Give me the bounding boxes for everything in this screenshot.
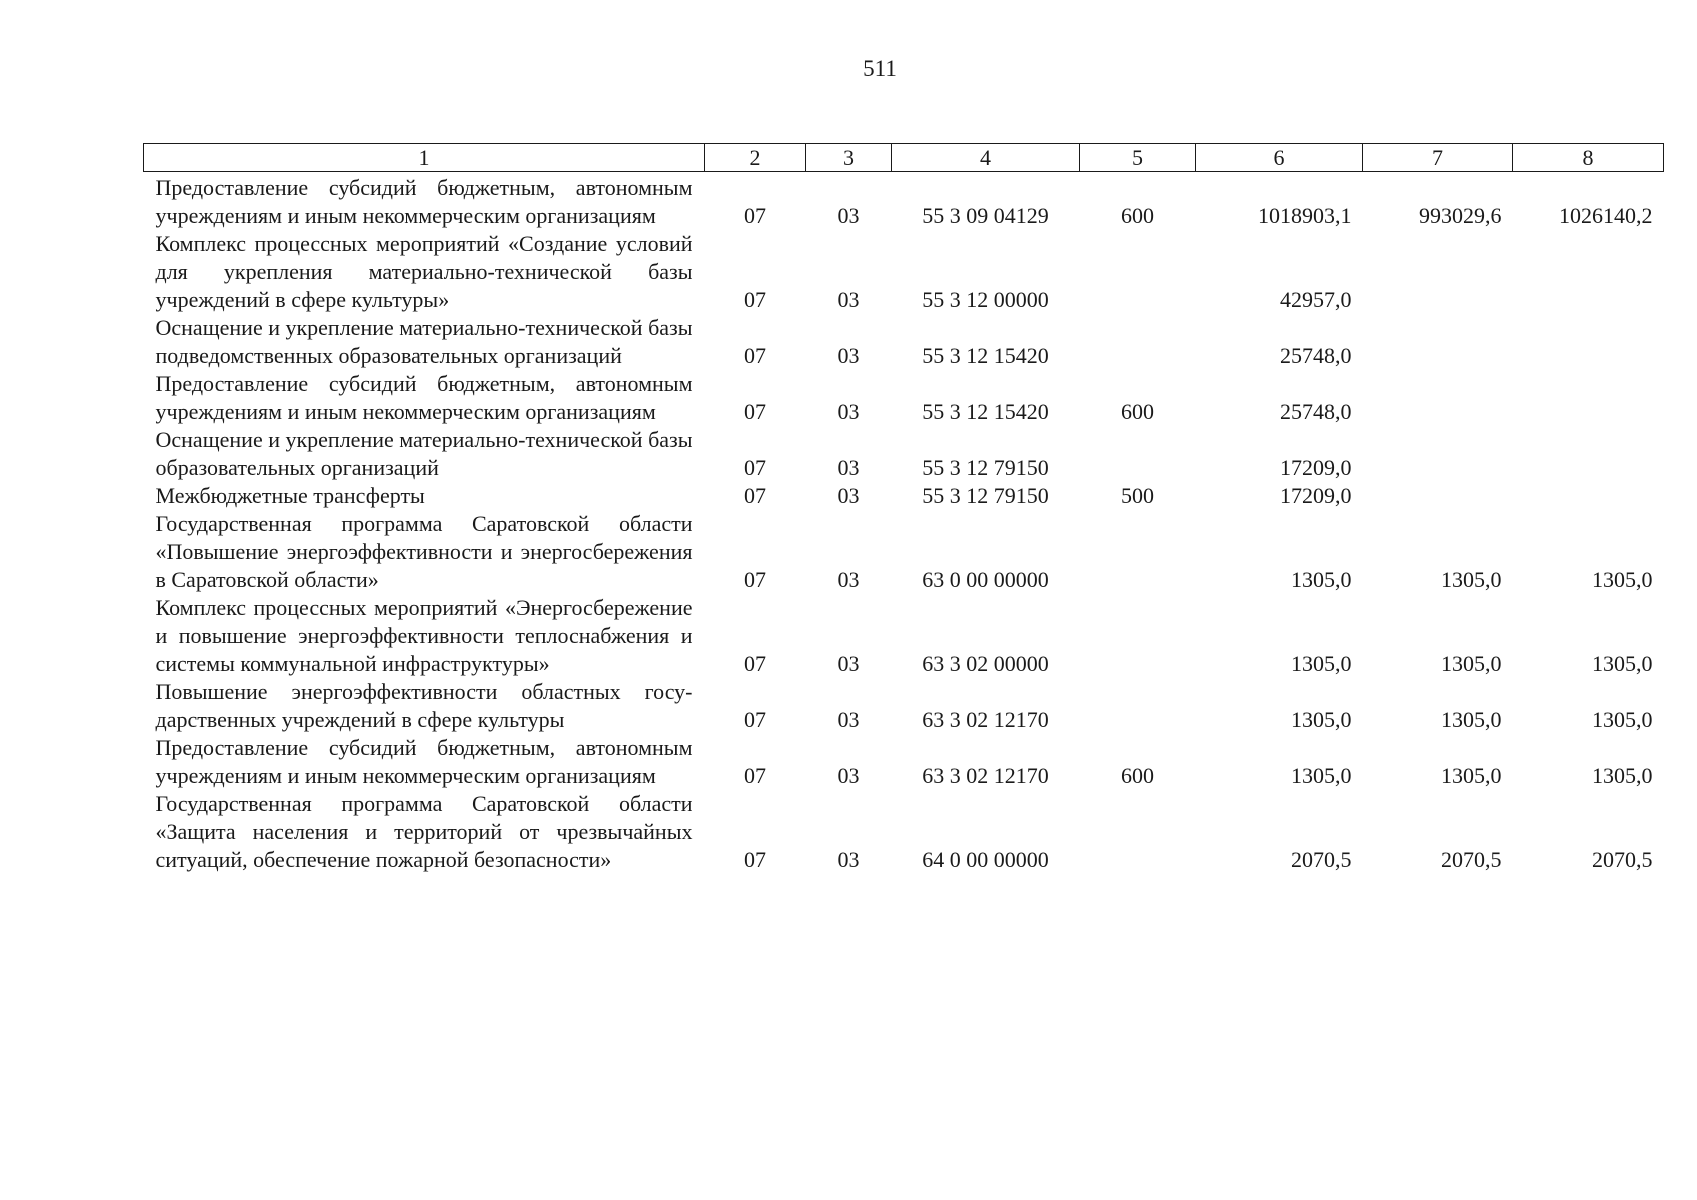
row-amount-8: 1305,0 bbox=[1592, 651, 1653, 676]
table-row bbox=[144, 790, 1664, 874]
row-target-article: 64 0 00 00000 bbox=[922, 847, 1049, 872]
row-section: 07 bbox=[744, 847, 766, 872]
row-amount-6: 2070,5 bbox=[1291, 847, 1352, 872]
column-header-5: 5 bbox=[1080, 144, 1196, 172]
row-amount-6: 1305,0 bbox=[1291, 763, 1352, 788]
row-name: Государственная программа Саратовской области «Повышение энергоэффективности и энергосбережения в Саратовской области» bbox=[155, 511, 693, 592]
row-section: 07 bbox=[744, 763, 766, 788]
row-subsection: 03 bbox=[837, 483, 860, 508]
row-expense-type: 600 bbox=[1121, 763, 1154, 788]
row-amount-6: 17209,0 bbox=[1280, 483, 1352, 508]
row-target-article: 63 3 02 00000 bbox=[922, 651, 1049, 676]
row-expense-type bbox=[1080, 510, 1196, 594]
row-subsection: 03 bbox=[837, 651, 860, 676]
row-amount-8 bbox=[1513, 482, 1664, 510]
table-row bbox=[144, 594, 1664, 678]
row-expense-type: 600 bbox=[1121, 203, 1154, 228]
table-row bbox=[144, 314, 1664, 370]
row-amount-7: 1305,0 bbox=[1441, 763, 1502, 788]
row-section: 07 bbox=[744, 343, 766, 368]
row-amount-7: 1305,0 bbox=[1441, 651, 1502, 676]
row-amount-6: 17209,0 bbox=[1280, 455, 1352, 480]
row-name: Предоставление субсидий бюджетным, автономным учреждениям и иным некоммерческим организациям bbox=[155, 371, 693, 424]
row-amount-7: 993029,6 bbox=[1419, 203, 1502, 228]
row-name: Комплекс процессных мероприятий «Энергосбережение и повышение энергоэффективности теплоснабжения и системы коммунальной инфраструктуры» bbox=[155, 595, 693, 676]
table-row bbox=[144, 482, 1664, 510]
row-amount-6: 1305,0 bbox=[1291, 707, 1352, 732]
row-section: 07 bbox=[744, 567, 766, 592]
table-row bbox=[144, 426, 1664, 482]
row-subsection: 03 bbox=[837, 399, 860, 424]
table-row bbox=[144, 370, 1664, 426]
row-section: 07 bbox=[744, 399, 766, 424]
row-expense-type: 500 bbox=[1121, 483, 1154, 508]
row-target-article: 63 3 02 12170 bbox=[922, 707, 1049, 732]
row-amount-7: 1305,0 bbox=[1441, 567, 1502, 592]
row-amount-6: 25748,0 bbox=[1280, 399, 1352, 424]
column-header-3: 3 bbox=[806, 144, 892, 172]
budget-table bbox=[143, 143, 1664, 874]
row-target-article: 55 3 12 79150 bbox=[922, 455, 1049, 480]
row-subsection: 03 bbox=[837, 707, 860, 732]
row-target-article: 63 0 00 00000 bbox=[922, 567, 1049, 592]
row-amount-8: 2070,5 bbox=[1592, 847, 1653, 872]
table-row bbox=[144, 172, 1664, 231]
row-amount-8: 1026140,2 bbox=[1559, 203, 1653, 228]
row-target-article: 55 3 12 79150 bbox=[922, 483, 1049, 508]
row-amount-7 bbox=[1363, 314, 1513, 370]
row-expense-type bbox=[1080, 230, 1196, 314]
row-amount-7 bbox=[1363, 482, 1513, 510]
row-amount-7: 2070,5 bbox=[1441, 847, 1502, 872]
row-expense-type bbox=[1080, 594, 1196, 678]
column-header-8: 8 bbox=[1513, 144, 1664, 172]
row-name: Предоставление субсидий бюджетным, автономным учреждениям и иным некоммерческим организациям bbox=[155, 735, 693, 788]
row-amount-7 bbox=[1363, 426, 1513, 482]
row-amount-6: 25748,0 bbox=[1280, 343, 1352, 368]
row-target-article: 55 3 12 15420 bbox=[922, 399, 1049, 424]
row-name: Предоставление субсидий бюджетным, автономным учреждениям и иным некоммерческим организациям bbox=[155, 175, 693, 228]
table-row bbox=[144, 678, 1664, 734]
row-subsection: 03 bbox=[837, 343, 860, 368]
table-body bbox=[144, 172, 1664, 875]
row-amount-8 bbox=[1513, 230, 1664, 314]
row-target-article: 55 3 12 00000 bbox=[922, 287, 1049, 312]
row-section: 07 bbox=[744, 287, 766, 312]
row-expense-type bbox=[1080, 790, 1196, 874]
row-amount-8 bbox=[1513, 426, 1664, 482]
row-expense-type bbox=[1080, 426, 1196, 482]
row-amount-6: 1305,0 bbox=[1291, 651, 1352, 676]
row-section: 07 bbox=[744, 707, 766, 732]
row-amount-7 bbox=[1363, 230, 1513, 314]
row-target-article: 63 3 02 12170 bbox=[922, 763, 1049, 788]
page-number: 511 bbox=[863, 56, 897, 81]
row-subsection: 03 bbox=[837, 567, 860, 592]
row-name: Оснащение и укрепление материально-технической базы подведомственных образовательных организаций bbox=[155, 315, 693, 368]
row-amount-7: 1305,0 bbox=[1441, 707, 1502, 732]
row-amount-8 bbox=[1513, 314, 1664, 370]
row-name: Повышение энергоэффективности областных государственных учреждений в сфере культуры bbox=[155, 679, 693, 732]
row-section: 07 bbox=[744, 455, 766, 480]
row-amount-8: 1305,0 bbox=[1592, 707, 1653, 732]
row-subsection: 03 bbox=[837, 203, 860, 228]
row-section: 07 bbox=[744, 651, 766, 676]
column-header-2: 2 bbox=[705, 144, 806, 172]
row-amount-8: 1305,0 bbox=[1592, 567, 1653, 592]
row-expense-type bbox=[1080, 678, 1196, 734]
row-subsection: 03 bbox=[837, 455, 860, 480]
row-amount-7 bbox=[1363, 370, 1513, 426]
column-header-4: 4 bbox=[892, 144, 1080, 172]
row-amount-6: 1305,0 bbox=[1291, 567, 1352, 592]
table-row bbox=[144, 734, 1664, 790]
row-target-article: 55 3 12 15420 bbox=[922, 343, 1049, 368]
row-name: Межбюджетные трансферты bbox=[155, 483, 425, 508]
row-name: Оснащение и укрепление материально-технической базы образовательных организаций bbox=[155, 427, 693, 480]
row-amount-8 bbox=[1513, 370, 1664, 426]
row-name: Государственная программа Саратовской области «Защита населения и территорий от чрезвычайных ситуаций, обеспечение пожарной безопасности» bbox=[155, 791, 693, 872]
row-amount-6: 1018903,1 bbox=[1258, 203, 1352, 228]
row-target-article: 55 3 09 04129 bbox=[922, 203, 1049, 228]
row-expense-type: 600 bbox=[1121, 399, 1154, 424]
row-subsection: 03 bbox=[837, 847, 860, 872]
column-header-6: 6 bbox=[1196, 144, 1363, 172]
row-subsection: 03 bbox=[837, 763, 860, 788]
row-amount-8: 1305,0 bbox=[1592, 763, 1653, 788]
row-section: 07 bbox=[744, 203, 766, 228]
row-expense-type bbox=[1080, 314, 1196, 370]
row-amount-6: 42957,0 bbox=[1280, 287, 1352, 312]
table-row bbox=[144, 230, 1664, 314]
table-row bbox=[144, 510, 1664, 594]
column-header-1: 1 bbox=[144, 144, 705, 172]
column-header-7: 7 bbox=[1363, 144, 1513, 172]
row-section: 07 bbox=[744, 483, 766, 508]
row-subsection: 03 bbox=[837, 287, 860, 312]
header-row bbox=[144, 144, 1664, 172]
row-name: Комплекс процессных мероприятий «Создание условий для укрепления материально-технической базы учреждений в сфере культуры» bbox=[155, 231, 693, 312]
